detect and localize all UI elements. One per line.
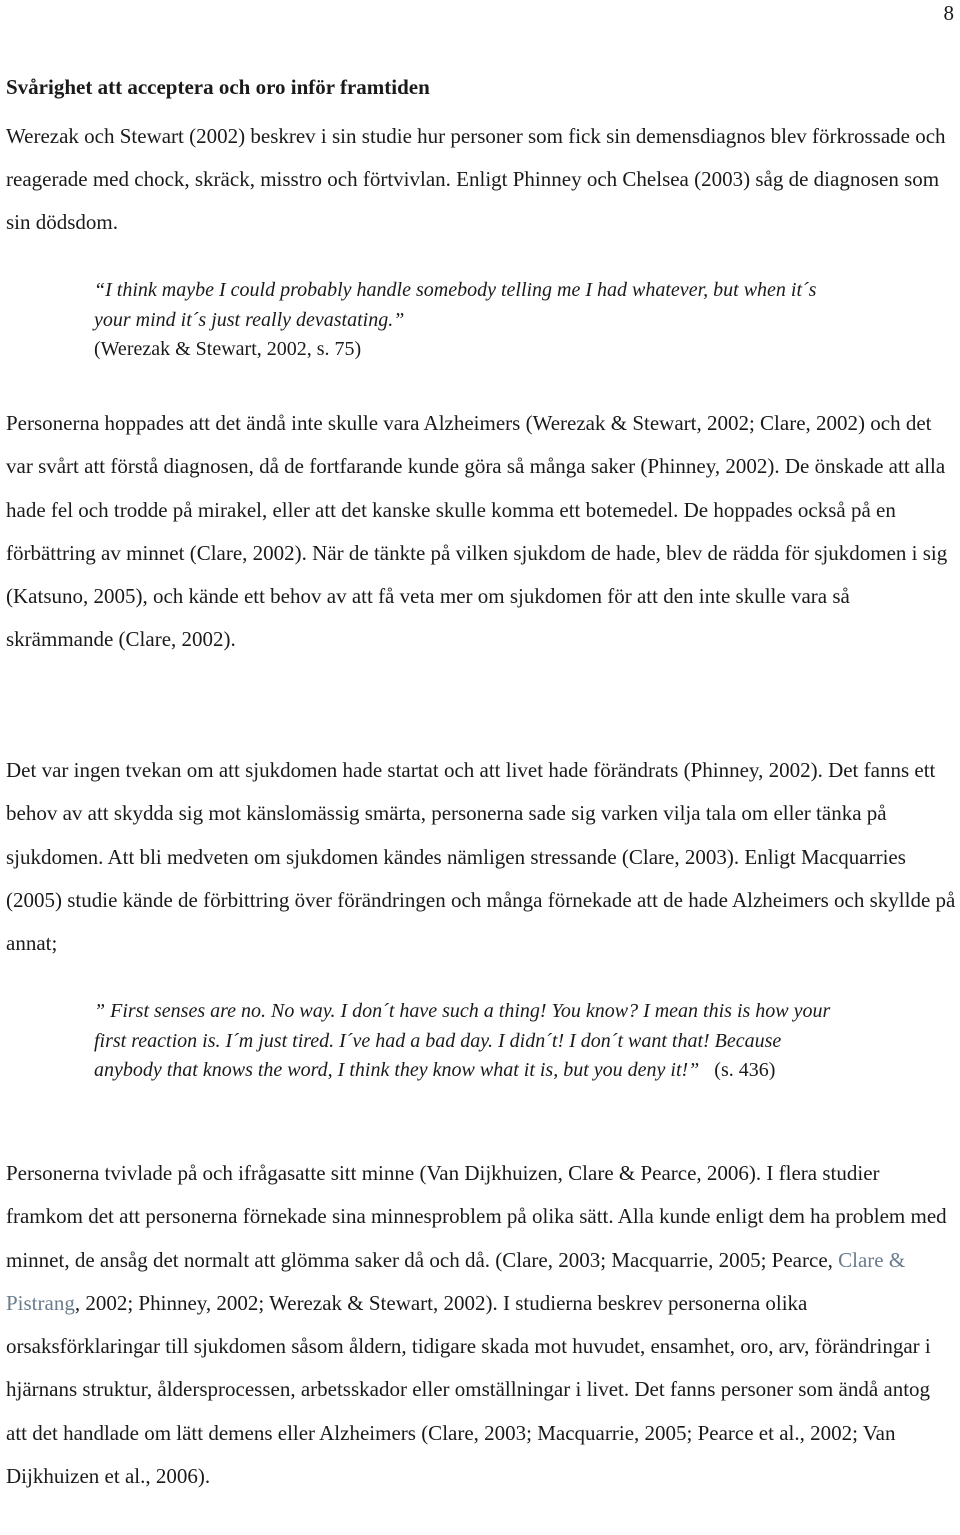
- quote-citation: (Werezak & Stewart, 2002, s. 75): [94, 338, 362, 360]
- paragraph-memory-doubt: [6, 1152, 956, 1498]
- quote-citation: (s. 436): [714, 1059, 776, 1081]
- section-heading: Svårighet att acceptera och oro inför framtiden: [6, 75, 430, 99]
- paragraph-denial: Det var ingen tvekan om att sjukdomen hade startat och att livet hade förändrats (Phinney, 2002). Det fanns ett behov av att skydda sig mot känslomässig smärta, personerna sade sig varken vilja tala om eller tänka på sjukdomen. Att bli medveten om sjukdomen kändes nämligen stressande (Clare, 2003). Enligt Macquarries (2005) studie kände de förbittring över förändringen och många förnekade att de hade Alzheimers och skyllde på annat;: [6, 758, 956, 956]
- quote-text: ” First senses are no. No way. I don´t have such a thing! You know? I mean this is how your first reaction is. I´m just tired. I´ve had a bad day. I didn´t! I don´t want that! Because anybody that knows the word, I think they know what it is, but you deny it!”: [94, 1000, 831, 1081]
- reference-link[interactable]: Clare & Pistrang: [6, 1247, 906, 1315]
- paragraph-text: , 2002; Phinney, 2002; Werezak & Stewart, 2002). I studierna beskrev personerna olika orsaksförklaringar till sjukdomen såsom åldern, tidigare skada mot huvudet, ensamhet, oro, arv, förändringar i hjärnans struktur, åldersprocessen, arbetsskador eller omställningar i livet. Det fanns personer som ändå antog att det handlade om lätt demens eller Alzheimers (Clare, 2003; Macquarrie, 2005; Pearce et al., 2002; Van Dijkhuizen et al., 2006).: [6, 1290, 931, 1489]
- block-quote-macquarrie: [94, 997, 854, 1086]
- page-number: 8: [943, 1, 954, 25]
- block-quote-werezak: [94, 276, 854, 365]
- paragraph-text: Personerna tvivlade på och ifrågasatte sitt minne (Van Dijkhuizen, Clare & Pearce, 2006). I flera studier framkom det att personerna förnekade sina minnesproblem på olika sätt. Alla kunde enligt dem ha problem med minnet, de ansåg det normalt att glömma saker då och då. (Clare, 2003; Macquarrie, 2005; Pearce,: [6, 1161, 947, 1272]
- paragraph-intro: Werezak och Stewart (2002) beskrev i sin studie hur personer som fick sin demensdiagnos blev förkrossade och reagerade med chock, skräck, misstro och förtvivlan. Enligt Phinney och Chelsea (2003) såg de diagnosen som sin dödsdom.: [6, 124, 946, 234]
- paragraph-hope: Personerna hoppades att det ändå inte skulle vara Alzheimers (Werezak & Stewart, 2002; Clare, 2002) och det var svårt att förstå diagnosen, då de fortfarande kunde göra så många saker (Phinney, 2002). De önskade att alla hade fel och trodde på mirakel, eller att det kanske skulle komma ett botemedel. De hoppades också på en förbättring av minnet (Clare, 2002). När de tänkte på vilken sjukdom de hade, blev de rädda för sjukdomen i sig (Katsuno, 2005), och kände ett behov av att få veta mer om sjukdomen för att den inte skulle vara så skrämmande (Clare, 2002).: [6, 411, 948, 652]
- quote-text: “I think maybe I could probably handle somebody telling me I had whatever, but when it´s your mind it´s just really devastating.”: [94, 279, 817, 331]
